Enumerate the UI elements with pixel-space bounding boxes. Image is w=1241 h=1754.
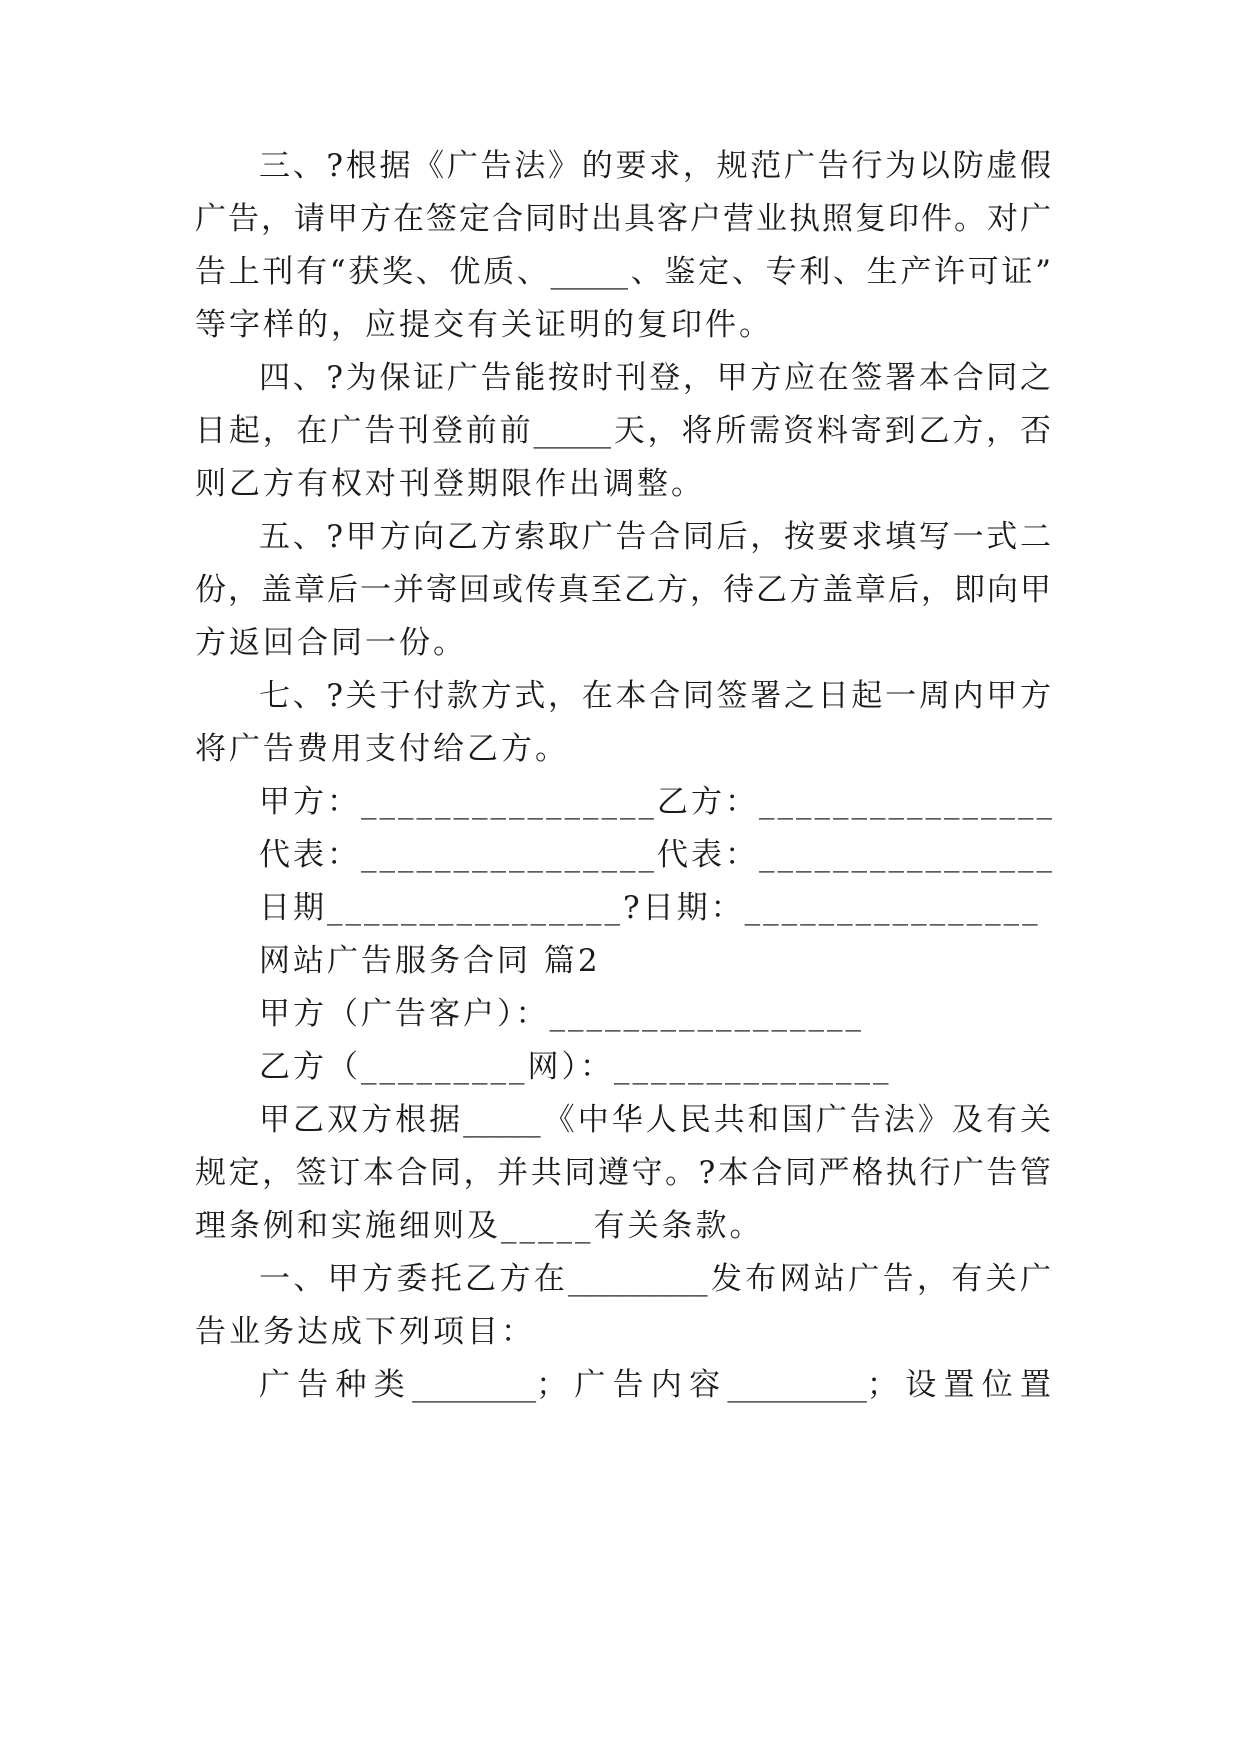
section-7-line-2: 将广告费用支付给乙方。 bbox=[195, 731, 569, 767]
signature-representative-line: 代表：________________代表：________________ bbox=[259, 837, 1055, 873]
section-3-line-1: 三、?根据《广告法》的要求，规范广告行为以防虚假 bbox=[259, 148, 1051, 184]
section-5-line-2: 份，盖章后一并寄回或传真至乙方，待乙方盖章后，即向甲 bbox=[195, 572, 1051, 608]
section-4-line-1: 四、?为保证广告能按时刊登，甲方应在签署本合同之 bbox=[259, 360, 1051, 396]
section-5-line-1: 五、?甲方向乙方索取广告合同后，按要求填写一式二 bbox=[259, 519, 1051, 555]
contract-2-heading: 网站广告服务合同 篇2 bbox=[259, 943, 601, 979]
contract-2-intro-line-2: 规定，签订本合同，并共同遵守。?本合同严格执行广告管 bbox=[195, 1155, 1051, 1191]
contract-2-item-1-line-3: 广告种类________；广告内容_________；设置位置 bbox=[259, 1367, 1051, 1403]
contract-2-item-1-line-1: 一、甲方委托乙方在_________发布网站广告，有关广 bbox=[259, 1261, 1051, 1297]
signature-date-line: 日期________________?日期：________________ bbox=[259, 890, 1041, 926]
contract-2-item-1-line-2: 告业务达成下列项目： bbox=[195, 1314, 535, 1350]
section-5-line-3: 方返回合同一份。 bbox=[195, 625, 467, 661]
contract-2-intro-line-3: 理条例和实施细则及_____有关条款。 bbox=[195, 1208, 764, 1244]
contract-2-party-a: 甲方（广告客户）：_________________ bbox=[259, 996, 864, 1032]
section-3-line-2: 广告，请甲方在签定合同时出具客户营业执照复印件。对广 bbox=[195, 201, 1051, 237]
signature-party-line: 甲方：________________乙方：________________ bbox=[259, 784, 1055, 820]
section-4-line-3: 则乙方有权对刊登期限作出调整。 bbox=[195, 466, 705, 502]
section-4-line-2: 日起，在广告刊登前前_____天，将所需资料寄到乙方，否 bbox=[195, 413, 1051, 449]
contract-2-party-b: 乙方（_________网）：_______________ bbox=[259, 1049, 892, 1085]
section-7-line-1: 七、?关于付款方式，在本合同签署之日起一周内甲方 bbox=[259, 678, 1051, 714]
contract-2-intro-line-1: 甲乙双方根据_____《中华人民共和国广告法》及有关 bbox=[259, 1102, 1051, 1138]
section-3-line-4: 等字样的，应提交有关证明的复印件。 bbox=[195, 307, 773, 343]
section-3-line-3: 告上刊有“获奖、优质、_____、鉴定、专利、生产许可证” bbox=[195, 254, 1051, 290]
